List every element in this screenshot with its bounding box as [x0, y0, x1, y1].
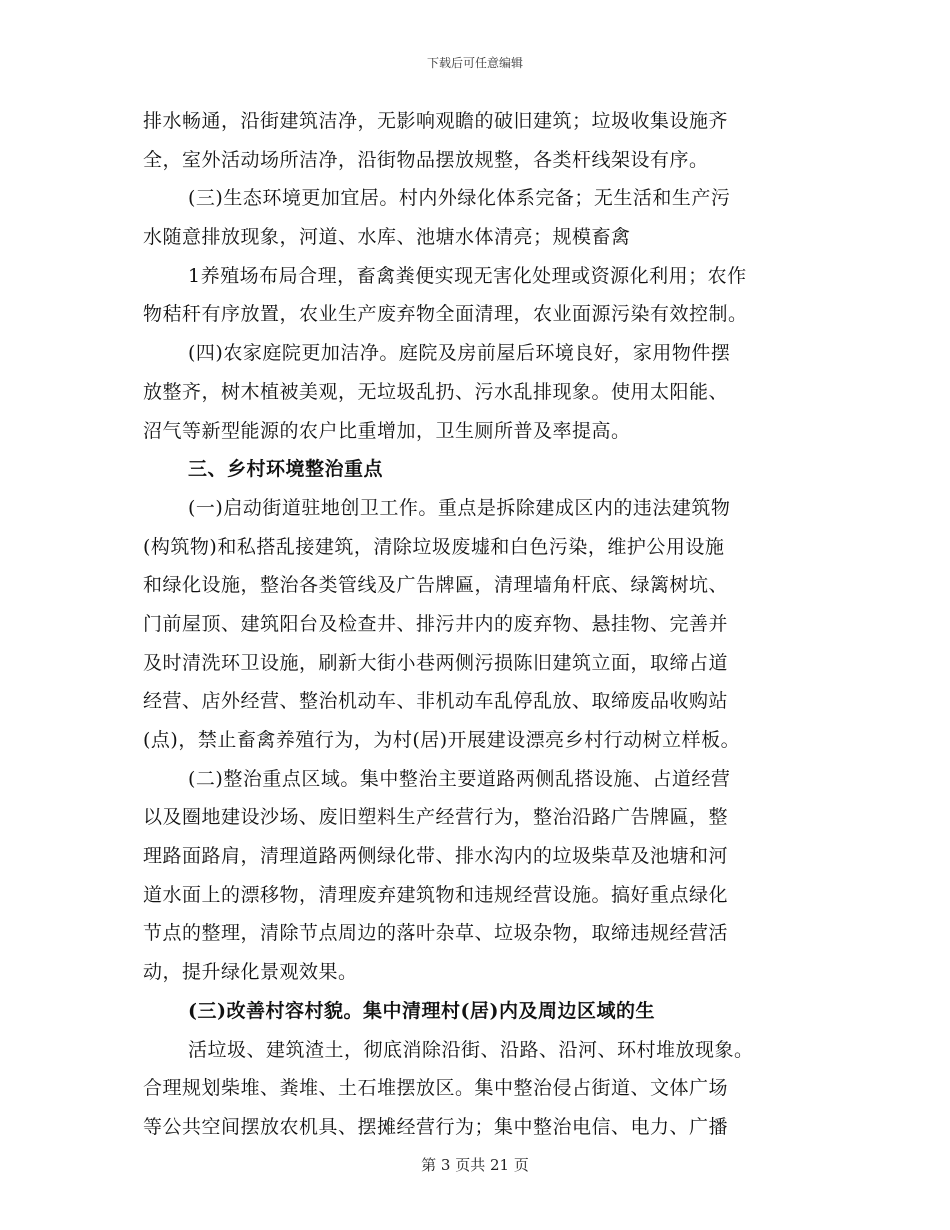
text-line: 物秸秆有序放置，农业生产废弃物全面清理，农业面源污染有效控制。 — [143, 303, 748, 326]
text-line: 沼气等新型能源的农户比重增加，卫生厕所普及率提高。 — [143, 419, 631, 442]
text-line: 放整齐，树木植被美观，无垃圾乱扔、污水乱排现象。使用太阳能、 — [143, 380, 729, 403]
text-line: (点)，禁止畜禽养殖行为，为村(居)开展建设漂亮乡村行动树立样板。 — [143, 729, 741, 751]
text-line: 理路面路肩，清理道路两侧绿化带、排水沟内的垃圾柴草及池塘和河 — [143, 845, 729, 868]
text-line: (构筑物)和私搭乱接建筑，清除垃圾废墟和白色污染，维护公用设施 — [143, 535, 725, 558]
section-heading-line: 三、乡村环境整治重点 — [188, 458, 384, 481]
text-line: 以及圈地建设沙场、废旧塑料生产经营行为，整治沿路广告牌匾，整 — [143, 806, 729, 829]
text-line: 经营、店外经营、整治机动车、非机动车乱停乱放、取缔废品收购站 — [143, 690, 729, 713]
text-line: 全，室外活动场所洁净，沿街物品摆放规整，各类杆线架设有序。 — [143, 148, 709, 171]
text-line: (三)生态环境更加宜居。村内外绿化体系完备；无生活和生产污 — [188, 187, 731, 210]
text-line: 等公共空间摆放农机具、摆摊经营行为；集中整治电信、电力、广播 — [143, 1115, 729, 1138]
text-line: 道水面上的漂移物，清理废弃建筑物和违规经营设施。搞好重点绿化 — [143, 883, 729, 906]
text-line: 1养殖场布局合理，畜禽粪便实现无害化处理或资源化利用；农作 — [188, 264, 747, 287]
text-line: 门前屋顶、建筑阳台及检查井、排污井内的废弃物、悬挂物、完善并 — [143, 612, 729, 635]
text-line: (一)启动街道驻地创卫工作。重点是拆除建成区内的违法建筑物 — [188, 496, 731, 519]
text-line: 活垃圾、建筑渣土，彻底消除沿街、沿路、沿河、环村堆放现象。 — [188, 1038, 754, 1061]
text-line: 节点的整理，清除节点周边的落叶杂草、垃圾杂物，取缔违规经营活 — [143, 922, 729, 945]
page-footer: 第 3 页共 21 页 — [421, 1156, 529, 1174]
text-line: 和绿化设施，整治各类管线及广告牌匾，清理墙角杆底、绿篱树坑、 — [143, 574, 729, 597]
text-line: 动，提升绿化景观效果。 — [143, 961, 358, 984]
text-line: 水随意排放现象，河道、水库、池塘水体清亮；规模畜禽 — [143, 226, 631, 249]
text-line: (四)农家庭院更加洁净。庭院及房前屋后环境良好，家用物件摆 — [188, 342, 731, 365]
text-line: (二)整治重点区域。集中整治主要道路两侧乱搭设施、占道经营 — [188, 767, 731, 790]
text-line: 排水畅通，沿街建筑洁净，无影响观瞻的破旧建筑；垃圾收集设施齐 — [143, 110, 729, 132]
page-header: 下载后可任意编辑 — [426, 56, 523, 70]
section-heading-line: (三)改善村容村貌。集中清理村(居)内及周边区域的生 — [188, 999, 655, 1022]
text-line: 合理规划柴堆、粪堆、土石堆摆放区。集中整治侵占街道、文体广场 — [143, 1077, 729, 1100]
text-line: 及时清洗环卫设施，刷新大街小巷两侧污损陈旧建筑立面，取缔占道 — [143, 651, 729, 674]
document-body — [143, 102, 813, 1147]
